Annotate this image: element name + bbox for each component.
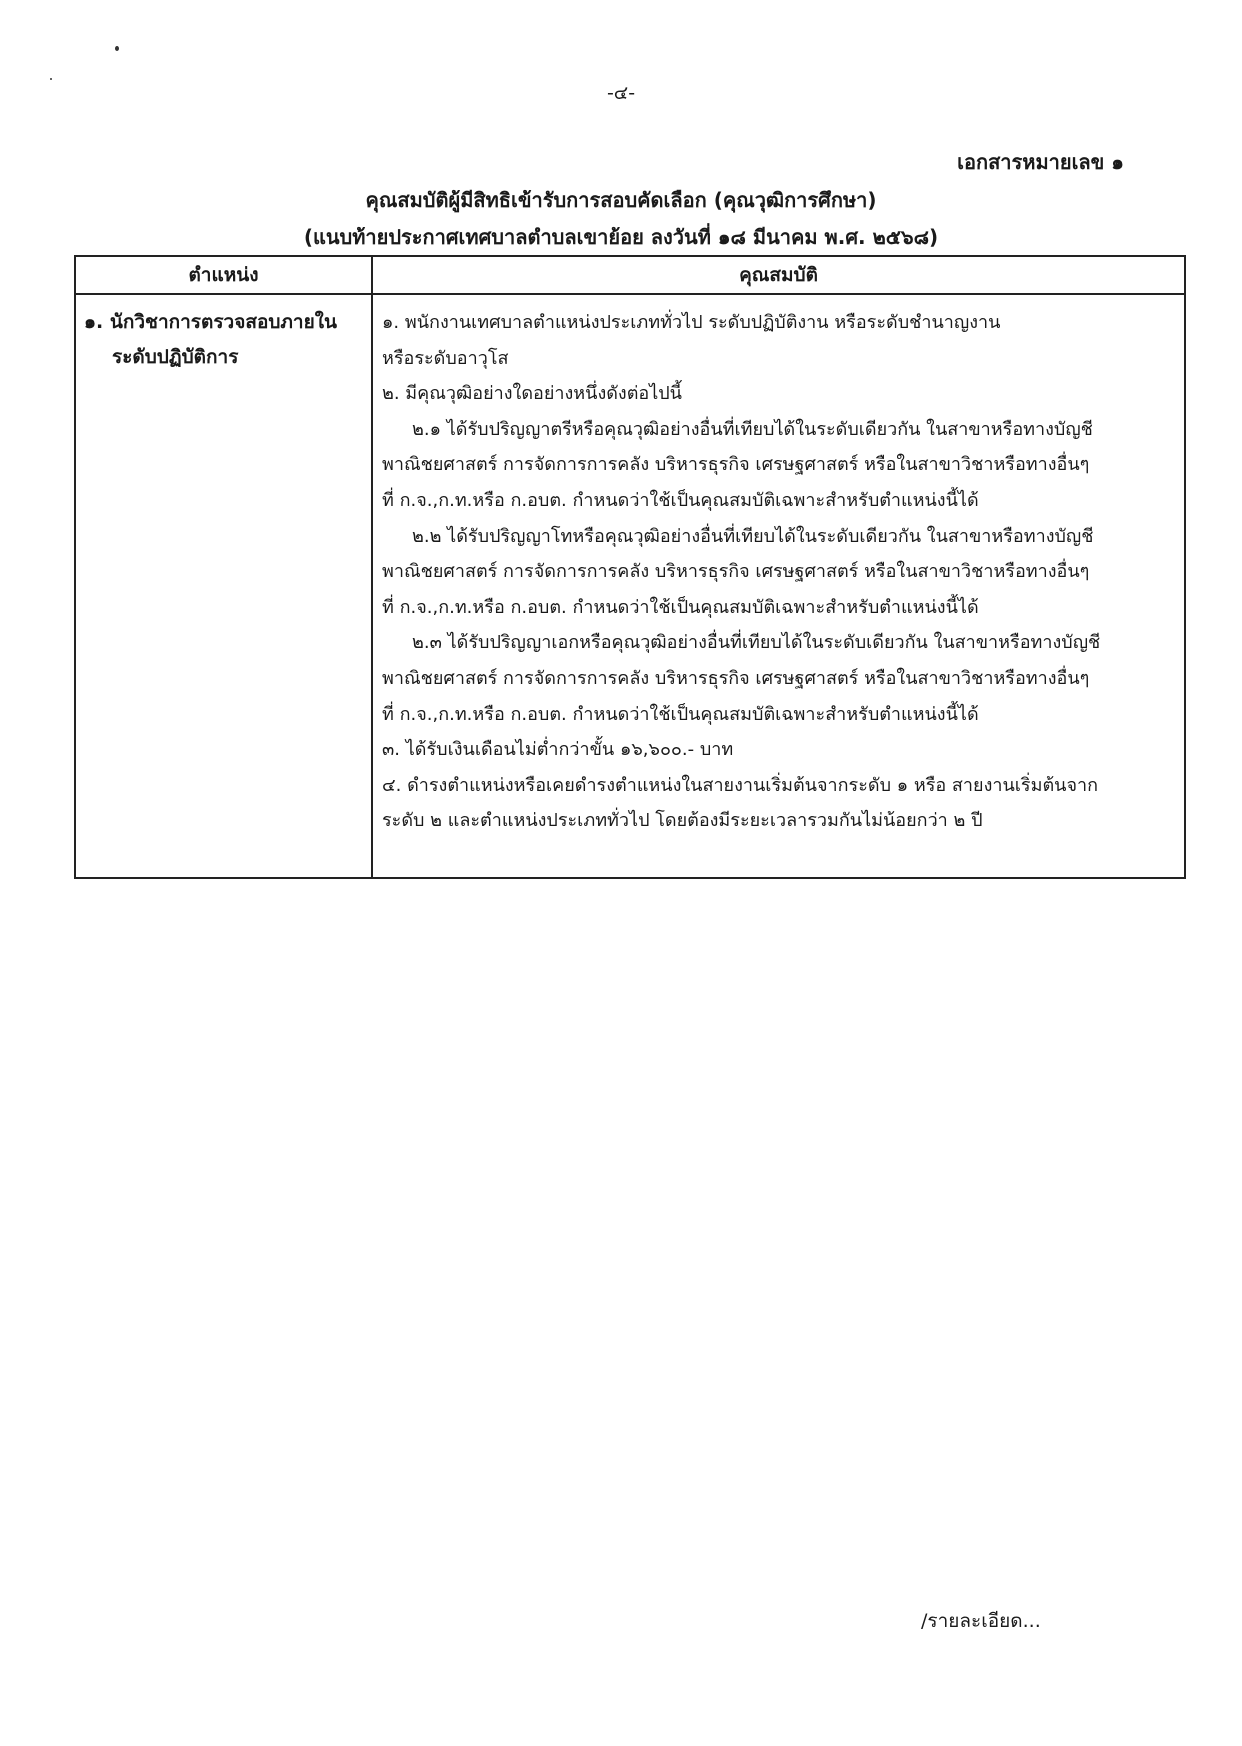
qualification-line: หรือระดับอาวุโส bbox=[382, 347, 509, 369]
qualification-line: พาณิชยศาสตร์ การจัดการการคลัง บริหารธุรกิจ เศรษฐศาสตร์ หรือในสาขาวิชาหรือทางอื่นๆ bbox=[382, 454, 1090, 476]
table-header-row bbox=[75, 256, 1185, 294]
page-title: คุณสมบัติผู้มีสิทธิเข้ารับการสอบคัดเลือก (คุณวุฒิการศึกษา) bbox=[365, 188, 877, 212]
qualification-line: ๑. พนักงานเทศบาลตำแหน่งประเภททั่วไป ระดับปฏิบัติงาน หรือระดับชำนาญงาน bbox=[382, 312, 1001, 333]
qualification-line: ๔. ดำรงตำแหน่งหรือเคยดำรงตำแหน่งในสายงานเริ่มต้นจากระดับ ๑ หรือ สายงานเริ่มต้นจาก bbox=[382, 774, 1099, 796]
position-title: ๑. นักวิชาการตรวจสอบภายใน bbox=[84, 311, 338, 333]
position-cell bbox=[75, 294, 372, 878]
qualifications-table bbox=[74, 255, 1186, 879]
page-number: -๔- bbox=[606, 82, 636, 104]
qualification-line: ที่ ก.จ.,ก.ท.หรือ ก.อบต. กำหนดว่าใช้เป็นคุณสมบัติเฉพาะสำหรับตำแหน่งนี้ได้ bbox=[382, 703, 979, 725]
qualification-line: ๒.๑ ได้รับปริญญาตรีหรือคุณวุฒิอย่างอื่นที่เทียบได้ในระดับเดียวกัน ในสาขาหรือทางบัญชี bbox=[412, 418, 1093, 440]
qualification-line: ที่ ก.จ.,ก.ท.หรือ ก.อบต. กำหนดว่าใช้เป็นคุณสมบัติเฉพาะสำหรับตำแหน่งนี้ได้ bbox=[382, 596, 979, 618]
table-row bbox=[75, 294, 1185, 878]
header-qualifications: คุณสมบัติ bbox=[372, 256, 1185, 294]
qualification-line: ๓. ได้รับเงินเดือนไม่ต่ำกว่าขั้น ๑๖,๖๐๐.- บาท bbox=[382, 739, 734, 761]
qualification-line: ที่ ก.จ.,ก.ท.หรือ ก.อบต. กำหนดว่าใช้เป็นคุณสมบัติเฉพาะสำหรับตำแหน่งนี้ได้ bbox=[382, 489, 979, 511]
qualifications-cell bbox=[372, 294, 1185, 878]
qualification-line: ๒.๓ ได้รับปริญญาเอกหรือคุณวุฒิอย่างอื่นที่เทียบได้ในระดับเดียวกัน ในสาขาหรือทางบัญชี bbox=[412, 632, 1101, 654]
scan-speck bbox=[115, 46, 119, 51]
page-subtitle: (แนบท้ายประกาศเทศบาลตำบลเขาย้อย ลงวันที่ ๑๘ มีนาคม พ.ศ. ๒๕๖๘) bbox=[303, 225, 939, 249]
continuation-note: /รายละเอียด... bbox=[921, 1610, 1041, 1632]
qualification-line: ระดับ ๒ และตำแหน่งประเภททั่วไป โดยต้องมีระยะเวลารวมกันไม่น้อยกว่า ๒ ปี bbox=[382, 810, 983, 832]
header-position: ตำแหน่ง bbox=[75, 256, 372, 294]
qualification-line: พาณิชยศาสตร์ การจัดการการคลัง บริหารธุรกิจ เศรษฐศาสตร์ หรือในสาขาวิชาหรือทางอื่นๆ bbox=[382, 561, 1090, 583]
qualification-line: ๒. มีคุณวุฒิอย่างใดอย่างหนึ่งดังต่อไปนี้ bbox=[382, 383, 682, 405]
qualification-line: ๒.๒ ได้รับปริญญาโทหรือคุณวุฒิอย่างอื่นที่เทียบได้ในระดับเดียวกัน ในสาขาหรือทางบัญชี bbox=[412, 525, 1094, 547]
position-level: ระดับปฏิบัติการ bbox=[112, 346, 239, 368]
document-number: เอกสารหมายเลข ๑ bbox=[957, 150, 1124, 174]
qualification-line: พาณิชยศาสตร์ การจัดการการคลัง บริหารธุรกิจ เศรษฐศาสตร์ หรือในสาขาวิชาหรือทางอื่นๆ bbox=[382, 667, 1090, 689]
